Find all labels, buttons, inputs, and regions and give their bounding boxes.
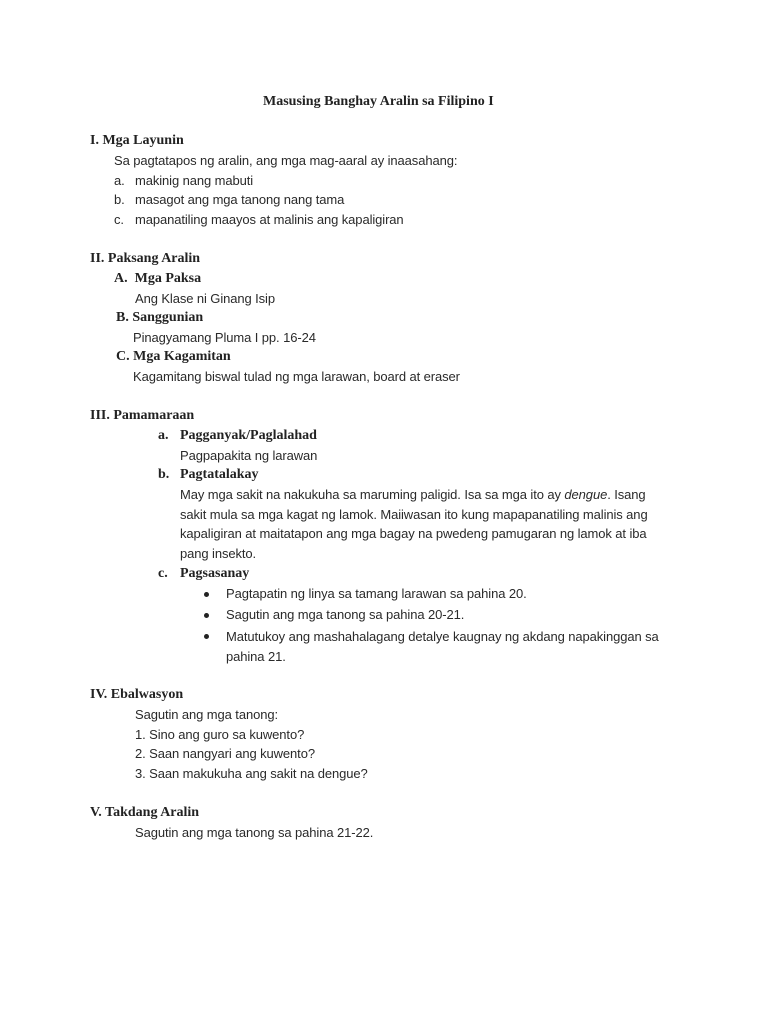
pagsasanay-item-3-continuation: pahina 21. [226, 649, 286, 664]
document-title: Masusing Banghay Aralin sa Filipino I [263, 94, 494, 109]
section-heading-ebalwasyon: IV. Ebalwasyon [90, 687, 184, 702]
pagtatalakay-line-2: sakit mula sa mga kagat ng lamok. Maiiwasan ito kung mapapanatiling malinis ang [180, 507, 648, 522]
layunin-item-a: makinig nang mabuti [135, 173, 254, 188]
pagsasanay-item-2: Sagutin ang mga tanong sa pahina 20-21. [226, 607, 465, 622]
bullet-icon [204, 613, 209, 618]
sanggunian-label: B. Sanggunian [116, 310, 204, 325]
section-heading-paksang-aralin: II. Paksang Aralin [90, 251, 201, 266]
pagtatalakay-line-3: kapaligiran at maitatapon ang mga bagay na pwedeng pamugaran ng lamok at iba [180, 526, 647, 541]
ebalwasyon-intro: Sagutin ang mga tanong: [135, 707, 278, 722]
pamamaraan-b-marker: b. [158, 467, 170, 482]
layunin-item-b: masagot ang mga tanong nang tama [135, 192, 345, 207]
bullet-icon [204, 592, 209, 597]
section-heading-takdang-aralin: V. Takdang Aralin [90, 805, 200, 820]
pagsasanay-item-1: Pagtapatin ng linya sa tamang larawan sa pahina 20. [226, 586, 527, 601]
layunin-intro: Sa pagtatapos ng aralin, ang mga mag-aaral ay inaasahang: [114, 153, 458, 168]
layunin-item-c: mapanatiling maayos at malinis ang kapaligiran [135, 212, 404, 227]
paksa-label: A. Mga Paksa [114, 271, 202, 286]
ebalwasyon-question-1: 1. Sino ang guro sa kuwento? [135, 727, 305, 742]
pamamaraan-c-marker: c. [158, 566, 168, 581]
pagganyak-label: Pagganyak/Paglalahad [180, 428, 317, 443]
kagamitan-text: Kagamitang biswal tulad ng mga larawan, board at eraser [133, 369, 460, 384]
pagtatalakay-line-4: pang insekto. [180, 546, 257, 561]
pamamaraan-a-marker: a. [158, 428, 169, 443]
layunin-item-a-marker: a. [114, 173, 125, 188]
kagamitan-label: C. Mga Kagamitan [116, 349, 231, 364]
section-heading-layunin: I. Mga Layunin [90, 133, 184, 148]
bullet-icon [204, 634, 209, 639]
takdang-aralin-text: Sagutin ang mga tanong sa pahina 21-22. [135, 825, 374, 840]
ebalwasyon-question-2: 2. Saan nangyari ang kuwento? [135, 746, 315, 761]
ebalwasyon-question-3: 3. Saan makukuha ang sakit na dengue? [135, 766, 368, 781]
dengue-emphasis: dengue [564, 487, 608, 502]
sanggunian-text: Pinagyamang Pluma I pp. 16-24 [133, 330, 316, 345]
pagtatalakay-line-1: May mga sakit na nakukuha sa maruming paligid. Isa sa mga ito ay dengue. Isang [180, 487, 646, 502]
pagtatalakay-label: Pagtatalakay [180, 467, 259, 482]
pagsasanay-item-3: Matutukoy ang mashahalagang detalye kaugnay ng akdang napakinggan sa [226, 629, 659, 644]
layunin-item-c-marker: c. [114, 212, 124, 227]
pagsasanay-label: Pagsasanay [180, 566, 250, 581]
section-heading-pamamaraan: III. Pamamaraan [90, 408, 195, 423]
paksa-text: Ang Klase ni Ginang Isip [135, 291, 275, 306]
layunin-item-b-marker: b. [114, 192, 125, 207]
pagganyak-text: Pagpapakita ng larawan [180, 448, 318, 463]
